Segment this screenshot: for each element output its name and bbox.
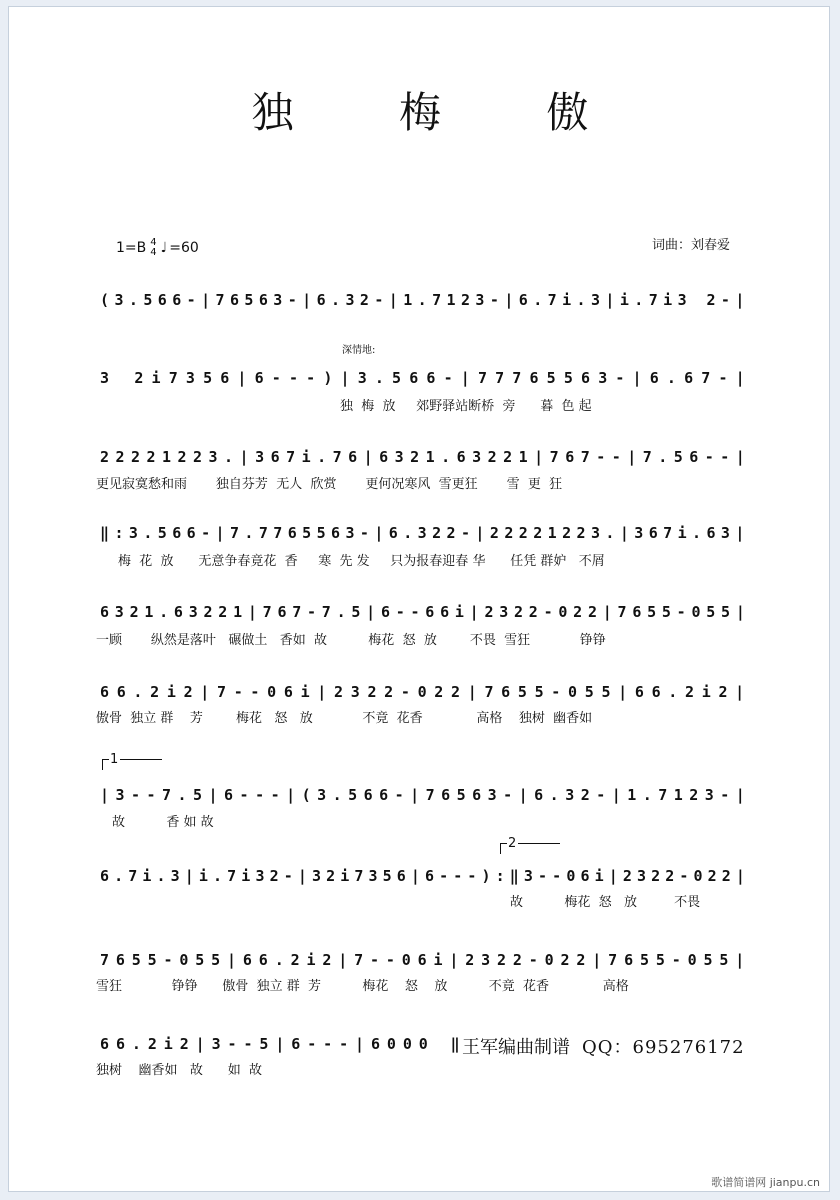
time-signature <box>150 238 156 258</box>
notation-line: 22221223.|367i.76|6321.63221|767--|7.56--| <box>100 448 752 466</box>
lyric-line: 傲骨 独立 群 芳 梅花 怒 放 不竟 花香 高格 独树 幽香如 <box>96 711 593 726</box>
time-beats: 4 <box>150 237 157 248</box>
notation-row <box>100 521 750 545</box>
lyric-line: 更见寂寞愁和雨 独自芬芳 无人 欣赏 更何况寒风 雪更狂 雪 更 狂 <box>96 477 563 492</box>
ending-bracket-line <box>518 843 560 844</box>
time-unit: 4 <box>150 247 157 258</box>
song-title: 独 梅 傲 <box>251 88 635 137</box>
lyric-line: 梅 花 放 无意争春竟花 香 寒 先 发 只为报春迎春 华 任凭 群妒 不屑 <box>118 554 605 569</box>
arranger-qq: QQ：695276172 <box>582 1037 745 1058</box>
lyric-line: 故 梅花 怒 放 不畏 <box>510 895 701 910</box>
notation-row <box>100 783 752 807</box>
notation-row <box>100 600 751 624</box>
site-watermark: 歌谱简谱网 jianpu.cn <box>711 1176 820 1189</box>
ending-bracket-corner <box>102 759 109 770</box>
notation-line: 3 2i7356|6---)|3.566-|77765563-|6.67-| <box>100 369 753 387</box>
tempo-value: =60 <box>169 240 199 256</box>
key-signature <box>116 238 199 258</box>
score-sheet <box>8 6 830 1192</box>
notation-line: ‖:3.566-|7.7765563-|6.322-|22221223.|367i.63| <box>100 524 750 542</box>
key-prefix: 1=B <box>116 240 147 256</box>
expression-mark: 深情地: <box>342 345 376 356</box>
lyric-line: 一顾 纵然是落叶 碾做土 香如 故 梅花 怒 放 不畏 雪狂 铮铮 <box>96 633 606 648</box>
ending-number: 2 <box>508 836 517 851</box>
notation-line: 7655-055|66.2i2|7--06i|2322-022|7655-055| <box>100 951 752 969</box>
ending-number: 1 <box>110 752 119 767</box>
arranger-signature <box>462 1033 745 1059</box>
arranger-name: 王军编曲制谱 <box>462 1037 570 1058</box>
notation-row <box>100 288 750 312</box>
lyric-line: 独 梅 放 郊野驿站断桥 旁 暮 色 起 <box>340 399 592 414</box>
notation-row <box>100 948 752 972</box>
ending-bracket-corner <box>500 843 507 854</box>
notation-line: 6321.63221|767-7.5|6--66i|2322-022|7655-055| <box>100 603 751 621</box>
lyric-line: 雪狂 铮铮 傲骨 独立 群 芳 梅花 怒 放 不竟 花香 高格 <box>96 979 629 994</box>
notation-line: 6.7i.3|i.7i32-|32i7356|6---):‖3--06i|2322-022| <box>100 867 751 885</box>
notation-row <box>100 864 751 888</box>
notation-row <box>100 366 753 390</box>
notation-line: (3.566-|76563-|6.32-|1.7123-|6.7i.3|i.7i3 2-| <box>100 291 750 309</box>
notation-line: 66.2i2|7--06i|2322-022|7655-055|66.2i2| <box>100 683 752 701</box>
quarter-note-icon: ♩ <box>160 240 168 256</box>
notation-line: |3--7.5|6---|(3.566-|76563-|6.32-|1.7123-| <box>100 786 752 804</box>
notation-row <box>100 680 752 704</box>
ending-bracket-1 <box>102 752 172 770</box>
ending-bracket-2 <box>500 836 570 854</box>
ending-bracket-line <box>120 759 162 760</box>
lyric-line: 故 香 如 故 <box>112 815 214 830</box>
notation-row <box>100 1032 467 1056</box>
notation-row <box>100 445 752 469</box>
lyric-line: 独树 幽香如 故 如 故 <box>96 1063 262 1078</box>
credits: 词曲：刘春爱 <box>651 238 730 253</box>
notation-line: 66.2i2|3--5|6---|6000 ‖ <box>100 1035 467 1053</box>
